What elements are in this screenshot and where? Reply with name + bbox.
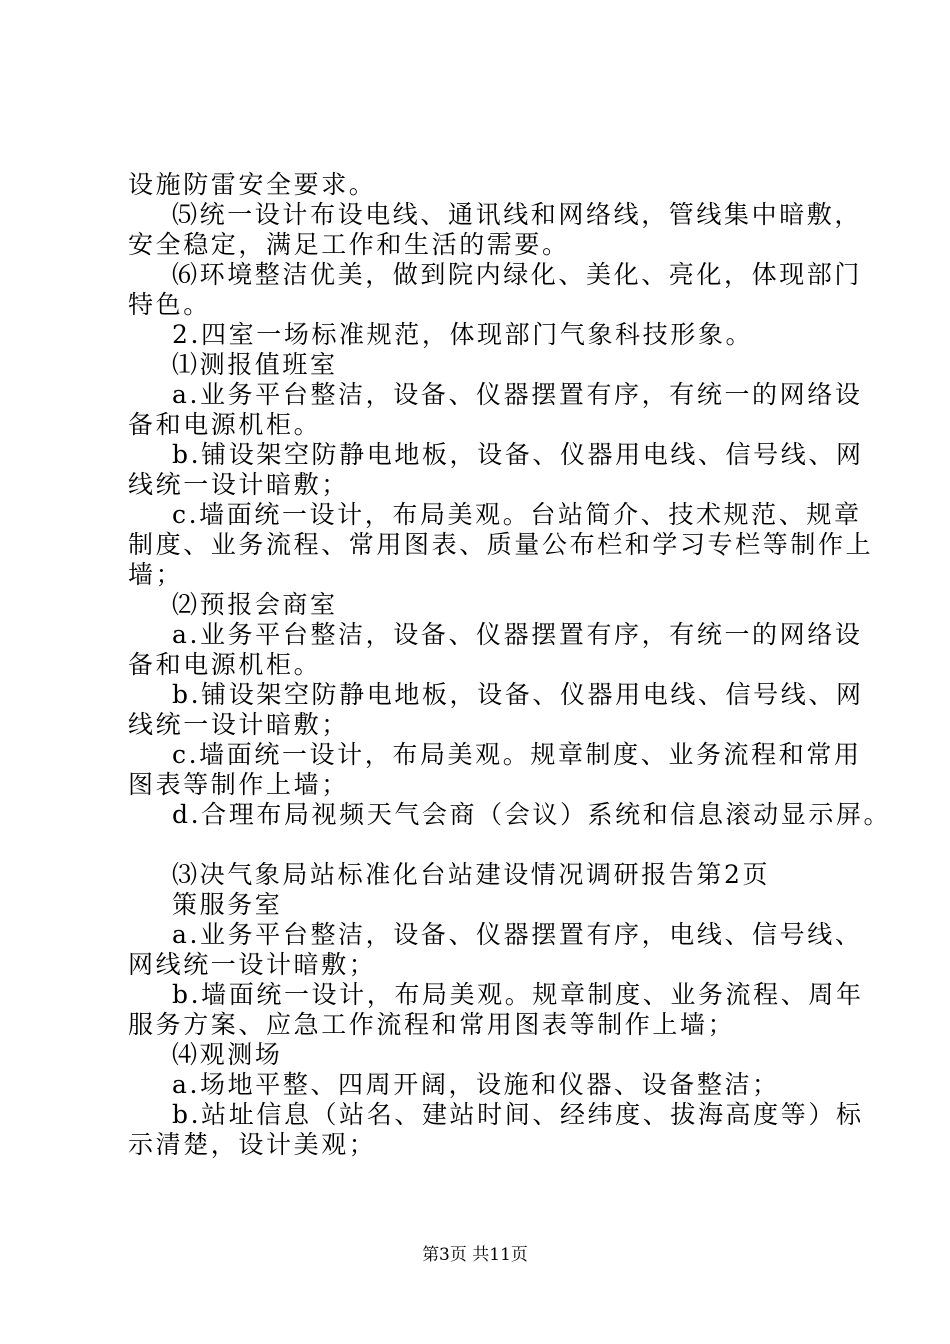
text-line: b.墙面统一设计，布局美观。规章制度、业务流程、周年 <box>172 980 864 1009</box>
text-line: 线统一设计暗敷； <box>128 710 349 739</box>
text-line: b.站址信息（站名、建站时间、经纬度、拔海高度等）标 <box>172 1100 864 1129</box>
text-line: 墙； <box>128 560 184 589</box>
text-line: ⑸统一设计布设电线、通讯线和网络线，管线集中暗敷， <box>172 200 863 229</box>
text-line <box>128 830 848 860</box>
text-line: 图表等制作上墙； <box>128 770 349 799</box>
text-line: 线统一设计暗敷； <box>128 470 349 499</box>
document-body <box>128 170 892 1160</box>
text-line: b.铺设架空防静电地板，设备、仪器用电线、信号线、网 <box>172 440 864 469</box>
text-line: a.场地平整、四周开阔，设施和仪器、设备整洁； <box>172 1070 780 1099</box>
text-line: c.墙面统一设计，布局美观。规章制度、业务流程和常用 <box>172 740 862 769</box>
text-line: 特色。 <box>128 290 211 319</box>
text-line: 策服务室 <box>172 890 283 919</box>
text-line: ⑶决气象局站标准化台站建设情况调研报告第2页 <box>172 860 771 889</box>
text-line: 备和电源机柜。 <box>128 650 322 679</box>
text-line: c.墙面统一设计，布局美观。台站简介、技术规范、规章 <box>172 500 862 529</box>
text-line: b.铺设架空防静电地板，设备、仪器用电线、信号线、网 <box>172 680 864 709</box>
text-line: 安全稳定，满足工作和生活的需要。 <box>128 230 570 259</box>
text-line: ⑷观测场 <box>172 1040 283 1069</box>
text-line: a.业务平台整洁，设备、仪器摆置有序，有统一的网络设 <box>172 380 863 409</box>
text-line: a.业务平台整洁，设备、仪器摆置有序，有统一的网络设 <box>172 620 863 649</box>
text-line: 2.四室一场标准规范，体现部门气象科技形象。 <box>172 320 754 349</box>
text-line: 设施防雷安全要求。 <box>128 170 377 199</box>
text-line: ⑴测报值班室 <box>172 350 338 379</box>
text-line: d.合理布局视频天气会商（会议）系统和信息滚动显示屏。 <box>172 800 892 829</box>
text-line: 制度、业务流程、常用图表、质量公布栏和学习专栏等制作上 <box>128 530 874 559</box>
text-line: ⑵预报会商室 <box>172 590 338 619</box>
text-line: a.业务平台整洁，设备、仪器摆置有序，电线、信号线、 <box>172 920 863 949</box>
text-line: 网线统一设计暗敷； <box>128 950 377 979</box>
text-line: 示清楚，设计美观； <box>128 1130 377 1159</box>
text-line: 服务方案、应急工作流程和常用图表等制作上墙； <box>128 1010 736 1039</box>
page-footer: 第3页 共11页 <box>422 1245 528 1265</box>
text-line: ⑹环境整洁优美，做到院内绿化、美化、亮化，体现部门 <box>172 260 863 289</box>
text-line: 备和电源机柜。 <box>128 410 322 439</box>
